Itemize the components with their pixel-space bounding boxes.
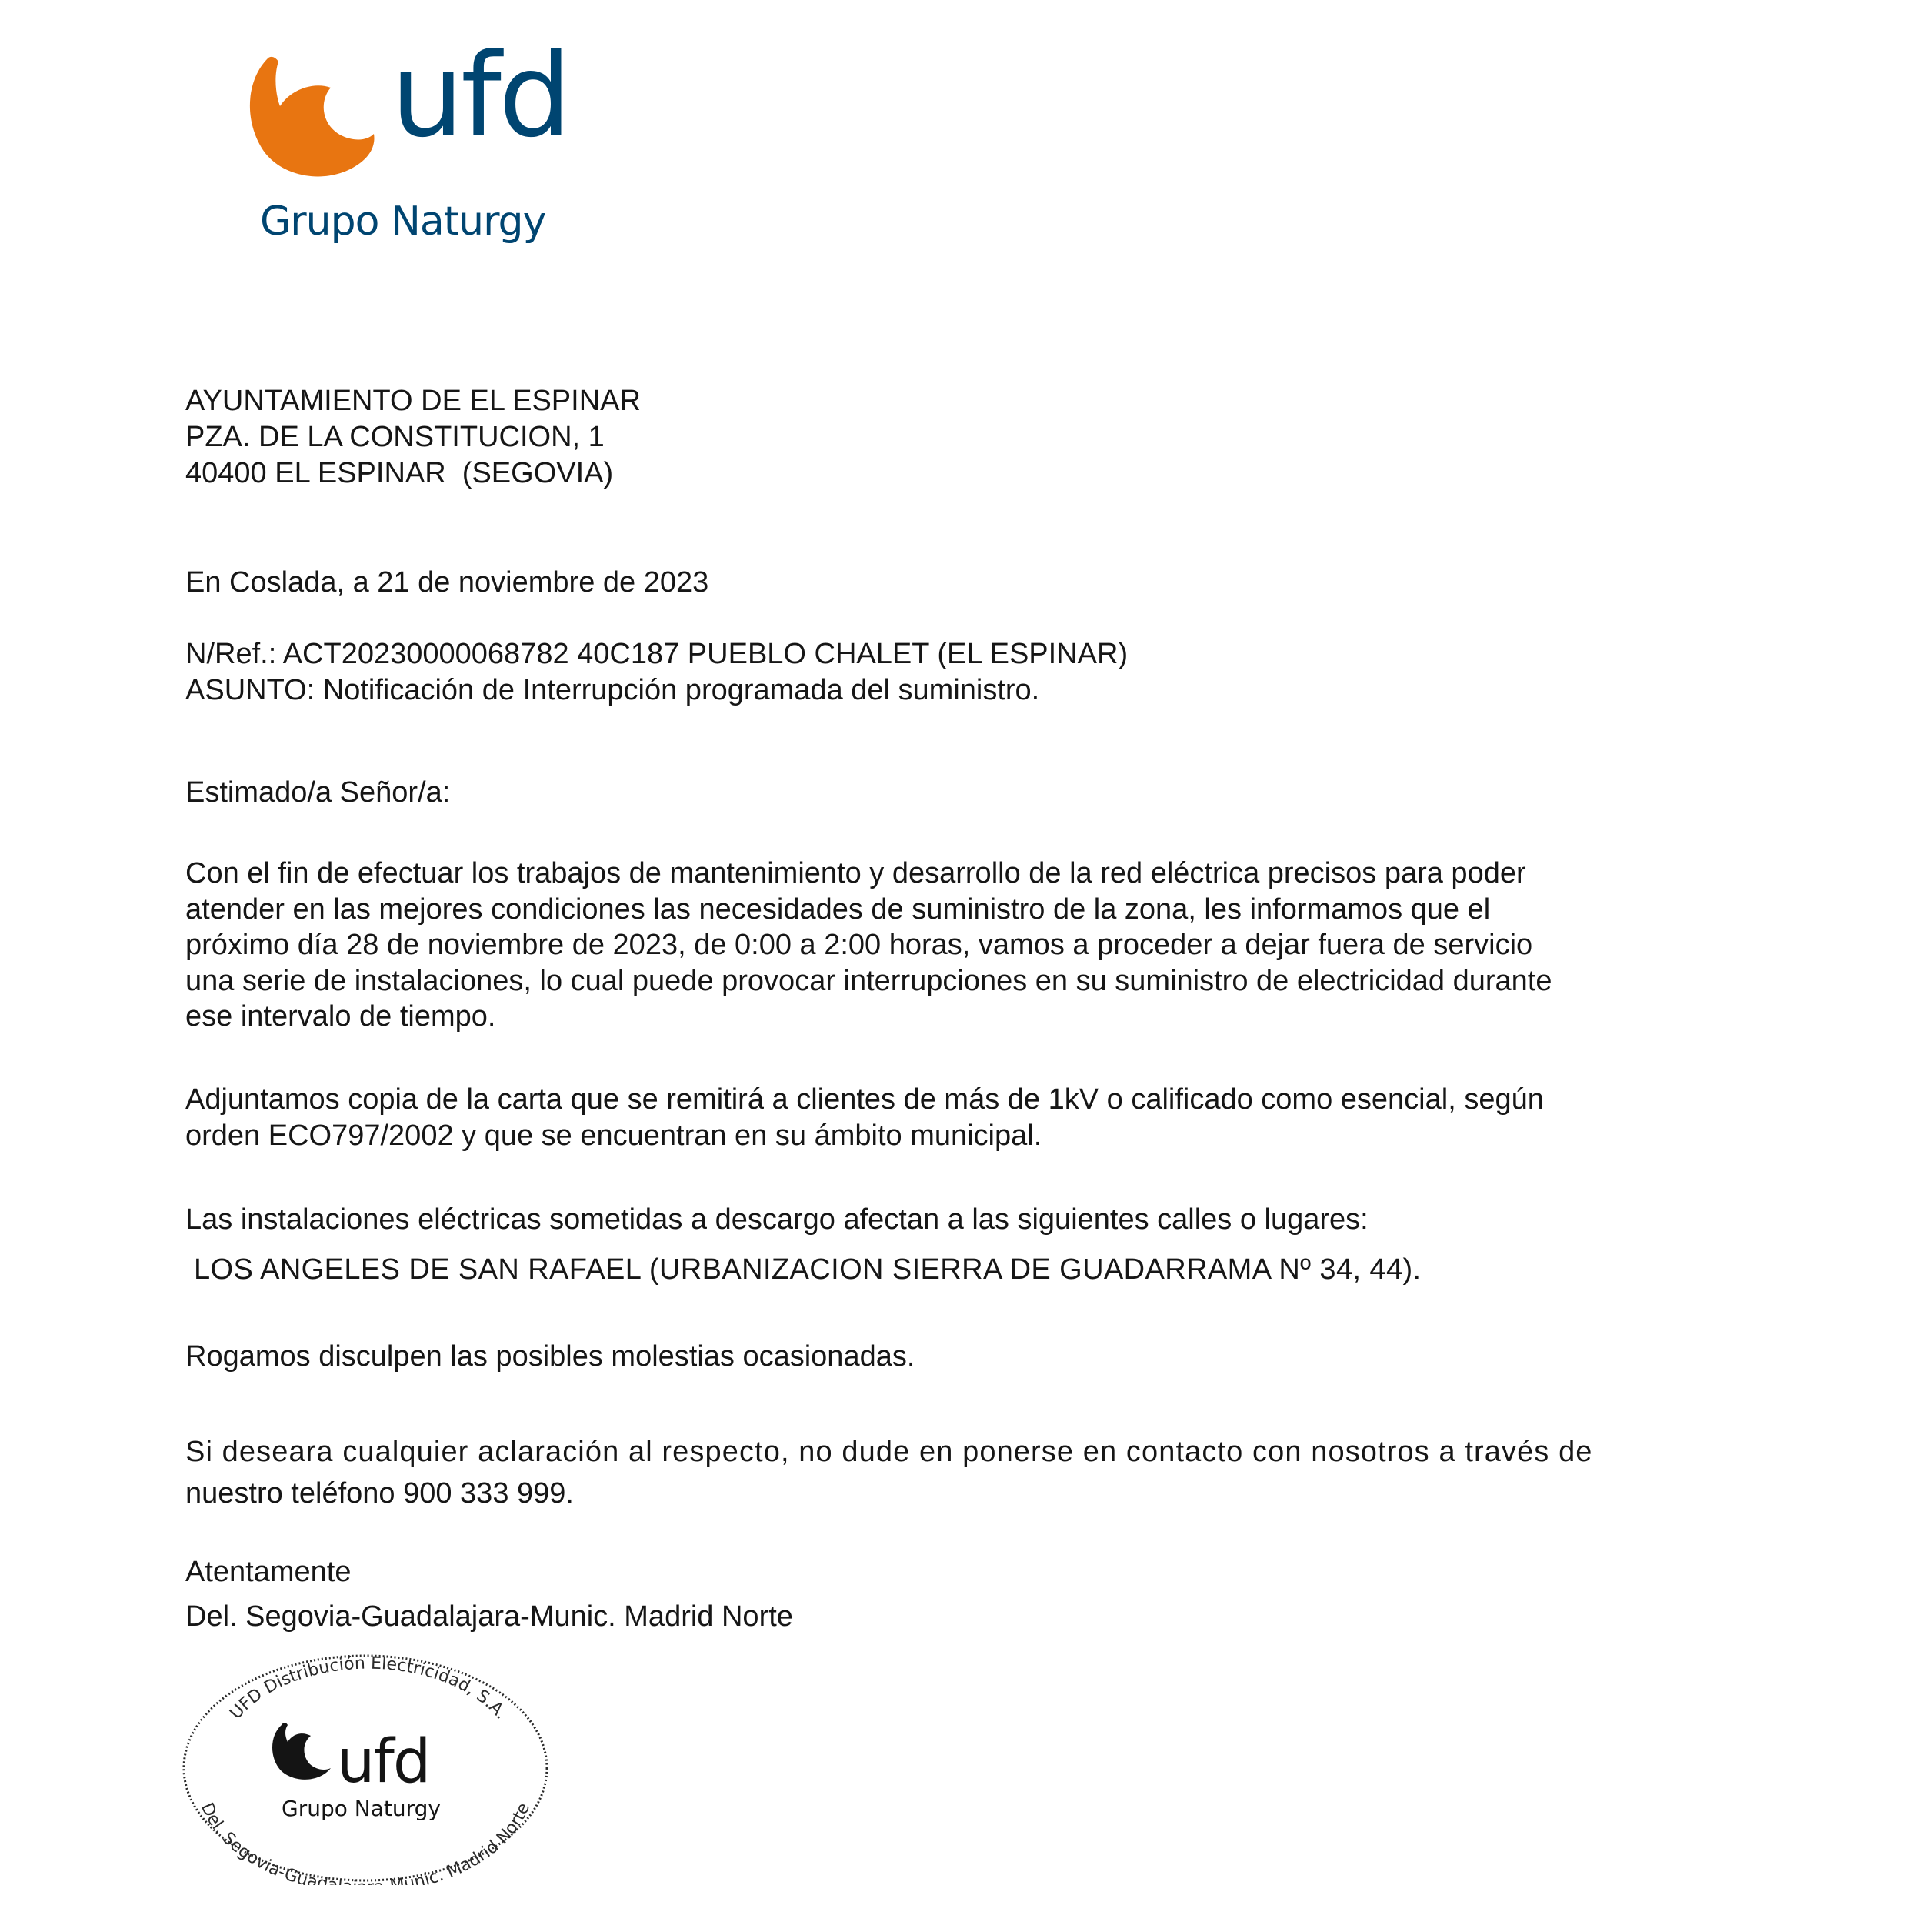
logo-group-name: Grupo Naturgy (260, 199, 546, 245)
paragraph-line: Adjuntamos copia de la carta que se remitirá a clientes de más de 1kV o calificado como esencial, según (185, 1083, 1544, 1116)
stamp-bottom-text: Del. Segovia-Guad unic. Madrid Norte (196, 1800, 535, 1885)
paragraph-apology: Rogamos disculpen las posibles molestias ocasionadas. (185, 1340, 915, 1373)
date-line: En Coslada, a 21 de noviembre de 2023 (185, 566, 709, 599)
paragraph-contact-line-2: nuestro teléfono 900 333 999. (185, 1477, 574, 1510)
stamp-top-text: UFD Distribución Electricidad, S.A. (226, 1653, 512, 1723)
reference-block (185, 636, 1128, 709)
recipient-line-1: AYUNTAMIENTO DE EL ESPINAR (185, 385, 641, 417)
reference-line: N/Ref.: ACT20230000068782 40C187 PUEBLO CHALET (EL ESPINAR) (185, 638, 1129, 670)
paragraph-line: Con el fin de efectuar los trabajos de mantenimiento y desarrollo de la red eléctrica precisos para poder (185, 857, 1526, 889)
affected-streets: LOS ANGELES DE SAN RAFAEL (URBANIZACION SIERRA DE GUADARRAMA Nº 34, 44). (194, 1253, 1422, 1286)
stamp-wordmark: ufd (337, 1727, 430, 1797)
logo-crescent-icon (245, 48, 391, 194)
paragraph-line: una serie de instalaciones, lo cual puede provocar interrupciones en su suministro de electricidad durante (185, 964, 1552, 997)
stamp-seal-icon (180, 1651, 551, 1885)
paragraph-line: ese intervalo de tiempo. (185, 1000, 496, 1033)
paragraph-line: orden ECO797/2002 y que se encuentran en su ámbito municipal. (185, 1119, 1042, 1152)
company-stamp (180, 1651, 551, 1885)
greeting: Estimado/a Señor/a: (185, 776, 451, 809)
svg-text:UFD Distribución Electricidad, (226, 1654, 511, 1723)
recipient-address (185, 383, 641, 492)
paragraph-attachment (185, 1082, 1732, 1153)
paragraph-maintenance (185, 856, 1732, 1035)
stamp-group-name: Grupo Naturgy (282, 1796, 441, 1821)
paragraph-contact-line-1: Si deseara cualquier aclaración al respecto, no dude en ponerse en contacto con nosotros a través de (185, 1436, 1593, 1468)
company-logo (245, 29, 598, 271)
closing: Atentamente (185, 1556, 352, 1588)
paragraph-line: atender en las mejores condiciones las necesidades de suministro de la zona, les informamos que el (185, 893, 1491, 926)
signer-department: Del. Segovia-Guadalajara-Munic. Madrid Norte (185, 1600, 793, 1633)
recipient-line-3: 40400 EL ESPINAR (SEGOVIA) (185, 457, 614, 489)
subject-line: ASUNTO: Notificación de Interrupción programada del suministro. (185, 674, 1040, 706)
paragraph-line: próximo día 28 de noviembre de 2023, de 0:00 a 2:00 horas, vamos a proceder a dejar fuera de servicio (185, 929, 1533, 961)
paragraph-affected-installations: Las instalaciones eléctricas sometidas a descargo afectan a las siguientes calles o lugares: (185, 1203, 1369, 1236)
recipient-line-2: PZA. DE LA CONSTITUCION, 1 (185, 421, 605, 453)
logo-wordmark: ufd (391, 29, 569, 163)
